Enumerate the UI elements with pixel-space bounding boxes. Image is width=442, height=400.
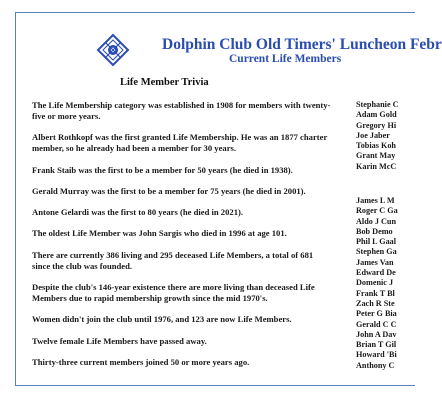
member-name: Joe Jaber (356, 130, 390, 140)
trivia-item: The Life Membership category was established in 1908 for members with twenty-five or more years. (32, 100, 331, 121)
member-name: Peter G Bia (356, 309, 397, 319)
member-name: Tobias Koh (356, 141, 396, 151)
member-name: Zach R Ste (356, 298, 395, 308)
member-names-group-2 (356, 196, 416, 371)
member-name: Gregory Hi (356, 120, 397, 130)
trivia-item: Women didn't join the club until 1976, and 123 are now Life Members. (32, 314, 292, 325)
member-name: Anthony C (356, 360, 395, 370)
dolphin-club-logo-icon (97, 34, 129, 66)
member-name: Phil L Gaal (356, 237, 397, 247)
member-name: John A Dav (356, 329, 397, 339)
member-name: Stephen Ga (356, 247, 397, 257)
page-title: Dolphin Club Old Timers' Luncheon Febr (162, 36, 442, 53)
trivia-item: Despite the club's 146-year existence there are more living than deceased Life Members due to rapid membership growth since the mid 1970's. (32, 282, 315, 304)
member-name: James Van (356, 257, 394, 267)
member-name: Frank T Bl (356, 288, 395, 298)
trivia-item: Twelve female Life Members have passed away. (32, 335, 207, 346)
member-name: Grant May (356, 151, 396, 161)
trivia-item: The oldest Life Member was John Sargis who died in 1996 at age 101. (32, 228, 287, 239)
member-name: Karin McC (356, 161, 397, 171)
member-name: Edward De (356, 268, 396, 278)
member-name: Bob Demo (356, 226, 393, 236)
member-name: Howard 'Bi (356, 350, 397, 360)
member-name: Domenic J (356, 278, 394, 288)
member-name: Gerald C C (356, 319, 397, 329)
member-name: Adam Gold (356, 110, 397, 120)
trivia-item: Albert Rothkopf was the first granted Life Membership. He was an 1877 charter member, so he already had been a member for 30 years. (32, 132, 328, 154)
member-name: Stephanie C (356, 100, 399, 109)
member-name: Brian T Gil (356, 340, 397, 350)
member-name: James L M (356, 196, 395, 205)
trivia-item: There are currently 386 living and 295 deceased Life Members, a total of 681 since the club was founded. (32, 249, 314, 271)
trivia-item: Antone Gelardi was the first to 80 years (he died in 2021). (32, 207, 244, 218)
trivia-item: Thirty-three current members joined 50 or more years ago. (32, 356, 250, 367)
member-name: Aldo J Cun (356, 216, 397, 226)
member-name: Roger C Ga (356, 206, 398, 216)
trivia-item: Frank Staib was the first to be a member for 50 years (he died in 1938). (32, 164, 293, 175)
member-names-group-1 (356, 100, 416, 172)
trivia-item: Gerald Murray was the first to be a member for 75 years (he died in 2001). (32, 185, 306, 196)
trivia-list (32, 100, 332, 378)
trivia-heading: Life Member Trivia (120, 77, 209, 88)
page-subtitle: Current Life Members (229, 53, 342, 65)
